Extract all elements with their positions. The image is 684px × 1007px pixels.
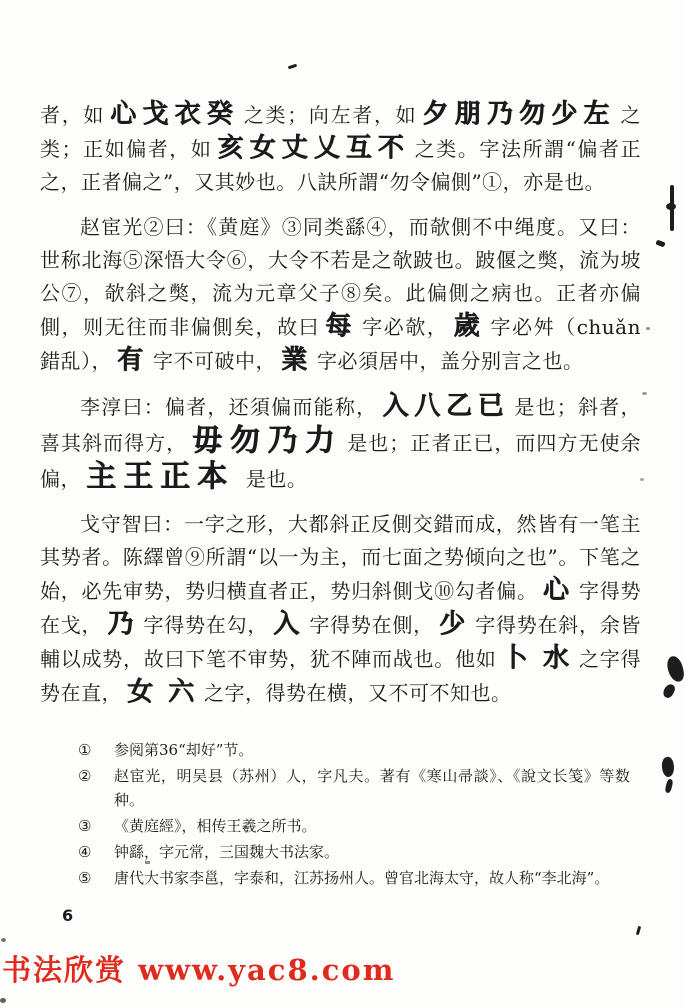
text-run: 之字，得势在横，又不可不知也。: [204, 681, 512, 705]
footnote-text: 钟繇，字元常，三国魏大书法家。: [114, 843, 340, 861]
page-number: 6: [62, 906, 74, 925]
footnote-marker: ①: [78, 741, 92, 759]
scan-artifact: [636, 926, 641, 935]
calligraphy-example: 夕朋乃勿少左: [422, 99, 616, 129]
footnote-text: 《黄庭經》，相传王羲之所书。: [114, 817, 317, 835]
calligraphy-example: 入: [273, 609, 305, 639]
scan-artifact: [0, 998, 6, 1003]
text-run: 字必舛（chuǎn 錯乱），: [40, 315, 641, 373]
calligraphy-example: 心戈衣癸: [110, 99, 239, 129]
paragraph: [40, 508, 641, 710]
text-run: 字得势在勾，: [143, 613, 269, 637]
footnote-marker: ③: [78, 817, 92, 835]
text-run: 戈守智曰：一字之形，大都斜正反側交錯而成，然皆有一笔主其势者。陈繹曾⑨所謂“以一为主，而七面之势倾向之也”。下笔之始，必先审势，势归横直者正，势归斜側戈⑩勾者偏。: [40, 512, 641, 603]
calligraphy-example: 女: [127, 677, 159, 707]
text-run: 字必欹，: [362, 315, 449, 339]
calligraphy-example: 水: [542, 643, 574, 673]
calligraphy-example: 卜: [501, 643, 533, 673]
calligraphy-example: 有: [117, 345, 149, 375]
text-run: 之类；正如偏者，如: [40, 103, 641, 161]
footnote-item: [78, 738, 630, 762]
text-run: 是也；斜者，喜其斜而得方，: [40, 395, 642, 455]
scan-artifact: [662, 683, 677, 700]
footnote-item: [78, 764, 630, 812]
footnote-item: [78, 840, 630, 864]
calligraphy-example: 六: [168, 677, 200, 707]
scan-artifact: [640, 478, 644, 481]
footnotes: [78, 738, 630, 892]
footnote-marker: ⑤: [78, 869, 92, 887]
scan-artifact: [666, 203, 676, 210]
calligraphy-example: 業: [281, 345, 313, 375]
footnote-text: 赵宦光，明吴县（苏州）人，字凡夫。著有《寒山帚談》、《說文长笺》等数种。: [114, 767, 630, 809]
text-run: 之类；向左者，如: [243, 103, 418, 127]
text-run: 之类。字法所謂“偏者正之，正者偏之”，又其妙也。八訣所謂“勿令偏側”①，亦是也。: [40, 137, 641, 194]
scan-artifact: [665, 655, 684, 684]
paragraph: [40, 98, 641, 199]
calligraphy-example: 亥女丈乂互不: [217, 133, 410, 163]
calligraphy-example: 乃: [107, 609, 139, 639]
scan-artifact: [288, 64, 297, 70]
paragraph: [40, 390, 641, 496]
scan-artifact: [642, 392, 647, 395]
footnote-text: 参阅第36“却好”节。: [114, 741, 254, 759]
footnote-marker: ④: [78, 843, 92, 861]
footnote-text: 唐代大书家李邕，字泰和，江苏扬州人。曾官北海太守，故人称“李北海”。: [114, 869, 610, 887]
text-run: 赵宦光②曰：《黄庭》③同类繇④，而欹側不中绳度。又曰：世称北海⑤深悟大令⑥，大令不若是之欹跛也。跛偃之獘，流为坡公⑦，欹斜之獘，流为元章父子⑧矣。此偏側之病也。正者亦偏側，则无往而非偏側矣，故曰: [40, 215, 641, 339]
scan-artifact: [661, 756, 676, 777]
calligraphy-example: 心: [542, 575, 575, 605]
text-run: 字得势在側，: [309, 613, 434, 637]
calligraphy-example: 歲: [453, 311, 486, 341]
scan-artifact: [145, 861, 150, 864]
text-run: 李淳曰：偏者，还須偏而能称，: [80, 395, 378, 419]
footnote-item: [78, 866, 630, 890]
calligraphy-example: 入八乙已: [382, 391, 510, 421]
text-run: 是也。: [239, 467, 308, 491]
watermark: 书法欣赏 www.yac8.com: [2, 953, 396, 987]
scan-artifact: [646, 327, 650, 330]
text-run: 字不可破中，: [153, 349, 277, 373]
calligraphy-example: 主王正本: [86, 459, 234, 494]
text-run: 字得势在斜，余皆輔以成势，故曰下笔不审势，犹不陣而战也。他如: [40, 613, 642, 671]
scan-artifact: [1, 938, 6, 942]
text-run: 字必須居中，盖分别言之也。: [317, 349, 584, 373]
footnote-item: [78, 814, 630, 838]
paragraph: [40, 211, 641, 378]
scan-artifact: [655, 240, 665, 248]
body-text: [40, 98, 641, 722]
text-run: 之字得势在直，: [40, 647, 641, 705]
calligraphy-example: 毋勿乃力: [192, 423, 343, 458]
calligraphy-example: 每: [325, 311, 358, 341]
scan-artifact: [664, 778, 673, 793]
footnote-marker: ②: [78, 767, 92, 785]
text-run: 字得势在戈，: [40, 579, 641, 637]
text-run: 是也；正者正已，而四方无使余偏，: [40, 431, 642, 491]
calligraphy-example: 少: [438, 609, 471, 639]
text-run: 者，如: [40, 103, 106, 127]
